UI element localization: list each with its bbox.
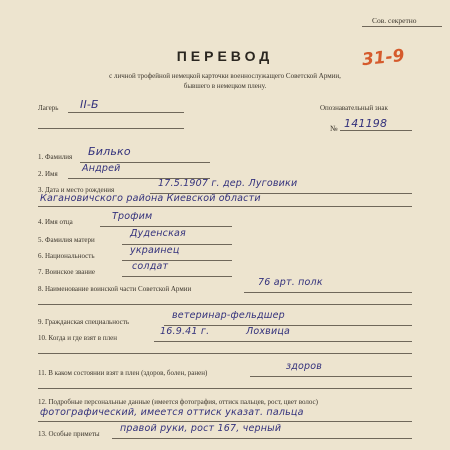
id-tag-value: 141198 xyxy=(344,117,388,130)
field-8-label: 8. Наименование воинской части Советской Армии xyxy=(38,285,192,293)
document-subtitle-line-2: бывшего в немецком плену. xyxy=(183,82,267,90)
field-11-line xyxy=(250,376,412,377)
document-subtitle-line-1: с личной трофейной немецкой карточки военнослужащего Советской Армии, xyxy=(109,72,341,80)
field-7-value: солдат xyxy=(132,261,169,272)
field-9-value: ветеринар-фельдшер xyxy=(172,310,285,321)
field-10-line-2 xyxy=(38,353,412,354)
field-10-place: Лохвица xyxy=(246,326,291,337)
camp-line xyxy=(68,112,184,113)
stamp-number: 31-9 xyxy=(361,45,406,71)
field-3-line-2 xyxy=(38,206,412,207)
field-5-value: Дуденская xyxy=(130,228,186,239)
camp-value: II-Б xyxy=(80,98,99,111)
field-6-value: украинец xyxy=(130,245,180,256)
field-7-label: 7. Воинское звание xyxy=(38,268,95,276)
field-11-value: здоров xyxy=(286,361,323,372)
field-10-date: 16.9.41 г. xyxy=(160,326,210,337)
field-4-line xyxy=(100,226,232,227)
field-11-line-2 xyxy=(38,388,412,389)
field-3-value: 17.5.1907 г. дер. Луговики xyxy=(158,178,298,189)
field-2-label: 2. Имя xyxy=(38,170,58,178)
field-10-label: 10. Когда и где взят в плен xyxy=(38,334,117,342)
field-6-label: 6. Национальность xyxy=(38,252,95,260)
field-8-line xyxy=(244,292,412,293)
field-7-line xyxy=(122,276,232,277)
document-title: ПЕРЕВОД xyxy=(176,48,274,64)
field-1-value: Билько xyxy=(88,145,131,158)
field-9-label: 9. Гражданская специальность xyxy=(38,318,130,326)
field-3-label: 3. Дата и место рождения xyxy=(38,186,115,194)
classification-label: Сов. секретно xyxy=(372,16,417,25)
field-8-value: 76 арт. полк xyxy=(258,277,323,288)
camp-line-2 xyxy=(38,128,184,129)
id-tag-label: Опознавательный знак xyxy=(320,104,388,112)
field-13-line xyxy=(112,438,412,439)
field-13-value: правой руки, рост 167, черный xyxy=(120,423,282,434)
field-12-line xyxy=(38,421,412,422)
field-13-label: 13. Особые приметы xyxy=(38,430,100,438)
id-number-prefix: № xyxy=(330,124,338,133)
field-11-label: 11. В каком состоянии взят в плен (здоров, болен, ранен) xyxy=(38,369,208,377)
field-12-value: фотографический, имеется оттиск указат. пальца xyxy=(40,407,304,418)
camp-label: Лагерь xyxy=(38,104,59,112)
id-tag-line xyxy=(340,130,412,131)
field-2-value: Андрей xyxy=(82,163,121,174)
field-8-line-2 xyxy=(38,304,412,305)
field-4-value: Трофим xyxy=(112,211,153,222)
field-12-label: 12. Подробные персональные данные (имеется фотография, оттиск пальцев, рост, цвет волос) xyxy=(38,398,318,406)
field-3-value-line-2: Кагановичского района Киевской области xyxy=(40,193,261,204)
field-10-line xyxy=(154,341,412,342)
classification-underline xyxy=(362,26,442,27)
field-1-label: 1. Фамилия xyxy=(38,153,73,161)
field-4-label: 4. Имя отца xyxy=(38,218,73,226)
field-5-label: 5. Фамилия матери xyxy=(38,236,95,244)
